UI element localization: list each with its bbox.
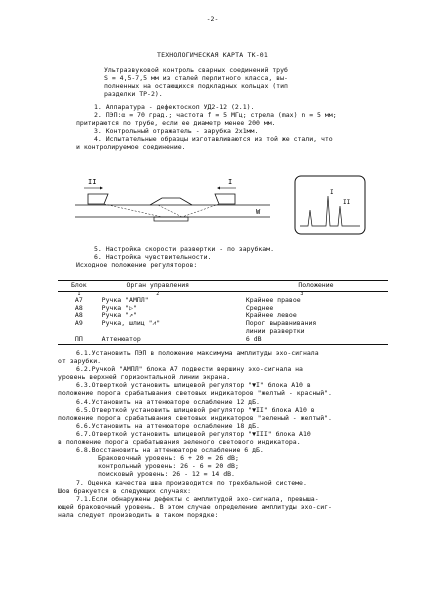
step-line: 7. Оценка качества шва производится по трехбальной системе. bbox=[76, 478, 307, 487]
item-line: 5. Настройка скорости развертки - по зарубкам. bbox=[94, 245, 275, 253]
table-cell: Аттенюатор bbox=[100, 336, 216, 344]
intro-line: полненных на остающихся подкладных кольцах (тип bbox=[104, 82, 288, 91]
step-line: 6.3.Отверткой установить шлицевой регулятор "▼I" блока А10 в bbox=[76, 381, 311, 390]
table-cell: Ручка "↗" bbox=[101, 311, 137, 320]
table-cell: А7 bbox=[74, 295, 83, 304]
screen-peak-i: I bbox=[330, 189, 334, 196]
table-cell: 6 dB bbox=[216, 336, 388, 344]
table-row bbox=[58, 320, 388, 328]
step-line: Браковочный уровень: 6 + 20 = 26 dB; bbox=[98, 454, 239, 463]
step-line: положение порога срабатывания световых индикаторов "зеленый - желтый". bbox=[58, 413, 332, 422]
intro-line: S = 4,5-7,5 мм из сталей перлитного класса, вы- bbox=[104, 74, 288, 83]
col-number: 3 bbox=[300, 290, 304, 297]
intro-line: Ультразвуковой контроль сварных соединений труб bbox=[104, 66, 288, 74]
item-line: 6. Настройка чувствительности. bbox=[94, 253, 212, 262]
table-cell: А9 bbox=[74, 319, 83, 328]
table-cell: А8 bbox=[74, 311, 83, 320]
item-line: и контролируемое соединение. bbox=[76, 143, 186, 152]
col-number: 1 bbox=[77, 290, 81, 297]
table-cell: Крайнее правое bbox=[245, 295, 301, 304]
step-line: уровень верхней горизонтальной линии экрана. bbox=[58, 373, 231, 382]
step-line: 6.6.Установить на аттенюаторе ослабление 18 дБ. bbox=[76, 421, 260, 430]
step-line: от зарубки. bbox=[58, 357, 102, 366]
table-cell: Ручка "▷" bbox=[101, 303, 137, 312]
screen-peak-ii: II bbox=[343, 199, 351, 206]
table-cell: линии развертки bbox=[245, 326, 305, 335]
table-cell: Порог выравнивания bbox=[245, 319, 317, 328]
table-header: Орган управления bbox=[100, 281, 216, 292]
page-number: -2- bbox=[206, 15, 219, 23]
step-line: в положение порога срабатывания зеленого светового индикатора. bbox=[58, 438, 301, 447]
step-line: нала следует производить в таком порядке: bbox=[58, 510, 219, 519]
items-1-4 bbox=[76, 103, 396, 152]
intro-block bbox=[104, 66, 354, 98]
table-cell: А8 bbox=[74, 303, 83, 312]
step-line: положение порога срабатывания световых индикаторов "желтый - красный". bbox=[58, 389, 332, 398]
table-header: Блок bbox=[58, 281, 100, 292]
regulators-table bbox=[58, 280, 388, 345]
item-line: 4. Испытательные образцы изготавливаются из той же стали, что bbox=[94, 135, 333, 144]
table-row bbox=[58, 336, 388, 344]
step-line: 6.2.Ручкой "АМПЛ" блока А7 подвести вершину эхо-сигнала на bbox=[76, 365, 303, 374]
table-cell: Крайнее левое bbox=[245, 311, 297, 320]
weld-scheme-figure bbox=[70, 170, 370, 240]
step-line: 7.1.Если обнаружены дефекты с амплитудой эхо-сигнала, превыша- bbox=[76, 494, 319, 503]
items-5-6 bbox=[76, 245, 396, 269]
step-line: 6.7.Отверткой установить шлицевой регулятор "▼III" блока А10 bbox=[76, 429, 311, 438]
procedure-steps bbox=[58, 349, 398, 519]
table-cell: Среднее bbox=[245, 303, 274, 312]
item-line: Исходное положение регуляторов: bbox=[76, 261, 198, 270]
step-line: Шов бракуется в следующих случаях: bbox=[58, 486, 192, 495]
probe-mark-ii: II bbox=[88, 178, 97, 186]
step-line: 6.4.Установить на аттенюаторе ослабление 12 дБ. bbox=[76, 397, 260, 406]
weld-mark: W bbox=[256, 208, 261, 216]
probe-mark-i: I bbox=[228, 178, 233, 186]
item-line: 3. Контрольный отражатель - зарубка 2х1мм. bbox=[94, 127, 259, 136]
step-line: контрольный уровень: 26 - 6 = 20 dB; bbox=[98, 462, 239, 471]
item-line: 1. Аппаратура - дефектоскоп УД2-12 (2.1). bbox=[94, 103, 255, 111]
document-title: ТЕХНОЛОГИЧЕСКАЯ КАРТА ТК-01 bbox=[156, 51, 269, 59]
intro-line: разделки ТР-2). bbox=[104, 90, 163, 99]
table-header: Положение bbox=[216, 281, 388, 292]
step-line: 6.1.Установить ПЭП в положение максимума амплитуды эхо-сигнала bbox=[76, 349, 319, 357]
table-cell: Ручка, шлиц "⩘" bbox=[101, 319, 161, 328]
item-line: притираются по трубе, если ее диаметр менее 200 мм. bbox=[76, 119, 276, 128]
weld-diagram-svg bbox=[70, 170, 370, 240]
step-line: ющей браковочный уровень. В этом случае определение амплитуды эхо-сиг- bbox=[58, 502, 332, 511]
item-line: 2. ПЭП:α = 70 град.; частота f = 5 МГц; стрела (max) n = 5 мм; bbox=[94, 111, 337, 120]
col-number: 2 bbox=[156, 290, 160, 297]
table-cell: Ручка "АМПЛ" bbox=[101, 295, 149, 304]
step-line: 6.5.Отверткой установить шлицевой регулятор "▼II" блока А10 в bbox=[76, 405, 315, 414]
step-line: 6.8.Восстановить на аттенюаторе ослабление 6 дБ. bbox=[76, 446, 264, 455]
step-line: поисковый уровень: 26 - 12 = 14 dB. bbox=[98, 470, 235, 479]
table-cell: ПП bbox=[58, 336, 100, 344]
